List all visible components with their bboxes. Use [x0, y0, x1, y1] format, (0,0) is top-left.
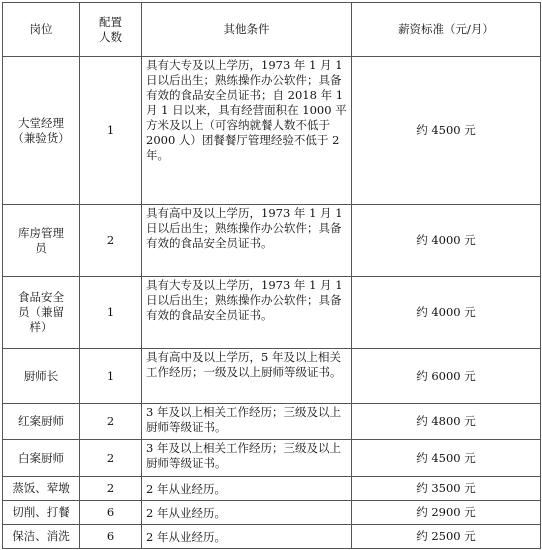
count-cell: 2	[80, 404, 142, 440]
table-header-row	[3, 3, 541, 57]
count-cell: 2	[80, 440, 142, 477]
header-count	[80, 3, 142, 57]
count-cell: 1	[80, 277, 142, 349]
table-row	[3, 525, 541, 549]
header-salary: 薪资标准（元/月）	[352, 3, 541, 57]
table-row	[3, 277, 541, 349]
table-row	[3, 57, 541, 205]
position-cell	[3, 440, 80, 477]
salary-cell: 约 4800 元	[352, 404, 541, 440]
conditions-cell: 具有高中及以上学历，5 年及以上相关工作经历；一级及以上厨师等级证书。	[142, 349, 352, 404]
salary-cell: 约 4000 元	[352, 277, 541, 349]
count-cell: 2	[80, 477, 142, 501]
conditions-cell: 3 年及以上相关工作经历；三级及以上厨师等级证书。	[142, 440, 352, 477]
position-cell	[3, 205, 80, 277]
header-position: 岗位	[3, 3, 80, 57]
count-cell: 1	[80, 349, 142, 404]
table-row	[3, 205, 541, 277]
salary-cell: 约 6000 元	[352, 349, 541, 404]
salary-cell: 约 4500 元	[352, 57, 541, 205]
position-text: 白案厨师	[18, 450, 64, 465]
header-conditions: 其他条件	[142, 3, 352, 57]
salary-cell: 约 3500 元	[352, 477, 541, 501]
conditions-cell: 具有大专及以上学历，1973 年 1 月 1 日以后出生；熟练操作办公软件；具备有效的食品安全员证书；自 2018 年 1 月 1 日以来，具有经营面积在 1000 平方米及以上（可容纳就餐人数不低于 2000 人）团餐餐厅管理经验不低于 2 年。	[142, 57, 352, 205]
conditions-cell: 2 年从业经历。	[142, 477, 352, 501]
salary-cell: 约 2900 元	[352, 501, 541, 525]
conditions-cell: 具有高中及以上学历，1973 年 1 月 1 日以后出生；熟练操作办公软件；具备有效的食品安全员证书。	[142, 205, 352, 277]
conditions-cell: 具有大专及以上学历，1973 年 1 月 1 日以后出生；熟练操作办公软件；具备有效的食品安全员证书。	[142, 277, 352, 349]
position-text: 红案厨师	[18, 414, 64, 428]
table-row	[3, 501, 541, 525]
conditions-cell: 3 年及以上相关工作经历；三级及以上厨师等级证书。	[142, 404, 352, 440]
position-cell: 保洁、消洗	[3, 525, 80, 549]
count-cell: 2	[80, 205, 142, 277]
position-text: 库房管理 员	[18, 225, 64, 255]
position-text: 厨师长	[23, 368, 59, 383]
conditions-cell: 2 年从业经历。	[142, 525, 352, 549]
position-cell: 蒸饭、荤墩	[3, 477, 80, 501]
salary-cell: 约 4500 元	[352, 440, 541, 477]
position-cell: 切削、打餐	[3, 501, 80, 525]
table-row	[3, 404, 541, 440]
table-row	[3, 440, 541, 477]
position-cell	[3, 349, 80, 404]
header-count-text: 配置 人数	[99, 14, 122, 44]
table-row	[3, 477, 541, 501]
position-cell	[3, 277, 80, 349]
count-cell: 6	[80, 501, 142, 525]
count-cell: 6	[80, 525, 142, 549]
position-cell	[3, 404, 80, 440]
conditions-cell: 2 年从业经历。	[142, 501, 352, 525]
salary-cell: 约 2500 元	[352, 525, 541, 549]
table-row	[3, 349, 541, 404]
position-text: 食品安全 员（兼留 样）	[18, 290, 64, 334]
salary-cell: 约 4000 元	[352, 205, 541, 277]
position-cell	[3, 57, 80, 205]
count-cell: 1	[80, 57, 142, 205]
recruitment-table	[2, 2, 541, 549]
position-text: 大堂经理 （兼验货）	[12, 115, 70, 145]
